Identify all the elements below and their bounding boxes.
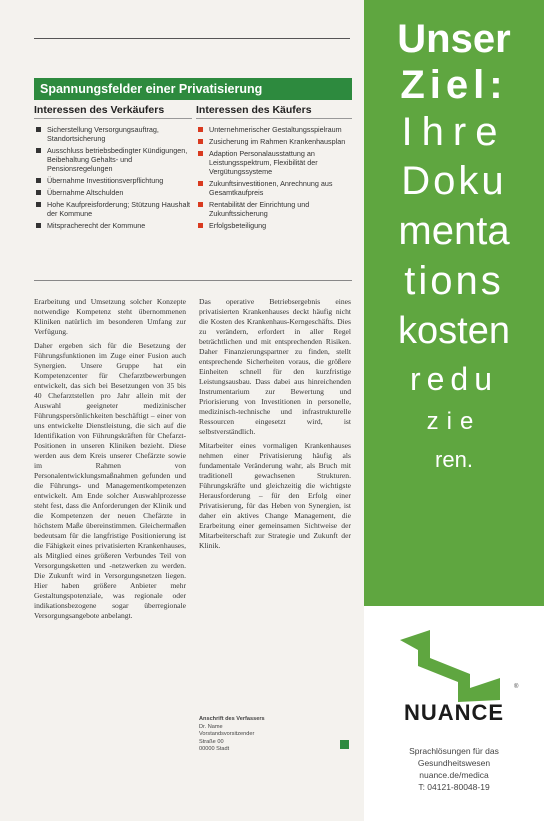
list-item-text: Hohe Kaufpreisforderung; Stützung Haushalt der Kommune: [47, 200, 191, 218]
advert-phone: T: 04121-80048-19: [418, 782, 490, 792]
advert-slogan: [364, 16, 544, 478]
box-title: Spannungsfelder einer Privatisierung: [34, 78, 352, 100]
article-paragraph: Erarbeitung und Umsetzung solcher Konzepte notwendige Kompetenz steht übernommenen Kliniken natürlich im besonderen Umfang zur Verfügung.: [34, 297, 186, 336]
address-line: 00000 Stadt: [199, 746, 230, 752]
list-item: [34, 176, 192, 185]
list-item: [196, 200, 352, 218]
bullet-square-icon: [36, 190, 41, 195]
slogan-line: ren.: [435, 447, 473, 472]
bullet-square-icon: [198, 181, 203, 186]
nuance-logo-icon: [400, 630, 500, 702]
author-address: [199, 716, 309, 754]
buyer-heading: Interessen des Käufers: [196, 104, 352, 119]
slogan-line: Unser: [397, 17, 511, 61]
list-item: [196, 149, 352, 176]
bullet-square-icon: [36, 202, 41, 207]
tension-fields-box: [34, 78, 352, 280]
list-item: [196, 125, 352, 134]
list-item-text: Erfolgsbeteiligung: [209, 221, 267, 230]
brand-name: NUANCE: [403, 700, 505, 725]
bullet-square-icon: [36, 223, 41, 228]
seller-column: [34, 104, 192, 233]
list-item-text: Adaption Personalausstattung an Leistungsspektrum, Flexibilität der Vergütungssysteme: [209, 149, 318, 176]
list-item-text: Sicherstellung Versorgungsauftrag, Standortsicherung: [47, 125, 159, 143]
list-item-text: Mitspracherecht der Kommune: [47, 221, 146, 230]
address-line: Vorstandsvorsitzender: [199, 731, 255, 737]
list-item-text: Übernahme Investitionsverpflichtung: [47, 176, 164, 185]
seller-heading: Interessen des Verkäufers: [34, 104, 192, 119]
article-column-1: [34, 297, 186, 625]
registered-mark: ®: [514, 684, 519, 690]
buyer-column: [196, 104, 352, 233]
slogan-line: Doku: [401, 159, 507, 203]
advert-url: nuance.de/medica: [419, 770, 489, 780]
bullet-square-icon: [198, 202, 203, 207]
seller-list: [34, 125, 192, 230]
slogan-line: Ziel:: [400, 63, 508, 107]
bullet-square-icon: [198, 139, 203, 144]
advert-green-panel: [364, 0, 544, 606]
slogan-line: zie: [426, 408, 482, 435]
list-item: [34, 200, 192, 218]
address-line: Straße 00: [199, 738, 224, 745]
list-item-text: Zusicherung im Rahmen Krankenhausplan: [209, 137, 346, 146]
bullet-square-icon: [36, 148, 41, 153]
article-paragraph: Daher ergeben sich für die Besetzung der Führungsfunktionen im Zuge einer Fusion auch Synergien. Unsere Gruppe hat ein Kompetenzcenter für Chefarztbewerbungen entwickelt, das sich bei Besetzungen von 35 bis 40 Chefarztstellen pro Jahr allein mit der Auswahl geeigneter medizinischer Führungspersönlichkeiten beschäftigt – einer von uns entwickelte Dienstleistung, die sich auf die Identifikation von Führungskräften für Chefarzt-Positionen in unseren Kliniken bezieht. Diese werden aus dem Kreis unserer Chefärzte sowie im Rahmen von Personalentwicklungsmaßnahmen gefunden und die Führungs- und Managementkompetenzen entwickelt. Am Ende solcher Auswahlprozesse steht fest, dass die Anforderungen der Klinik und die Kompetenzen der neuen Chefärzte in höchstem Maße übereinstimmen. Gleichermaßen bedeutsam für die langfristige Positionierung ist die Fähigkeit eines privatisierten Krankenhauses, als Mitglied eines größeren Verbundes Teil von Versorgungsketten und -netzwerken zu werden. Die Zukunft wird in Versorgungsnetzen liegen. Hier haben größere Anbieter mehr Gestaltungspotenziale, was regionale oder indikationsbezogene sogar überregionale Versorgungsangebote anbelangt.: [34, 341, 186, 620]
nuance-advert: [364, 0, 544, 821]
article-column-2: [199, 297, 351, 555]
list-item-text: Rentabilität der Einrichtung und Zukunftssicherung: [209, 200, 310, 218]
bullet-square-icon: [198, 127, 203, 132]
slogan-line: Ihre: [401, 110, 507, 154]
bullet-square-icon: [36, 178, 41, 183]
buyer-list: [196, 125, 352, 230]
slogan-line: tions: [404, 259, 504, 303]
article-paragraph: Mitarbeiter eines vormaligen Krankenhauses nehmen einer Privatisierung häufig als fundamentale Veränderung wahr, als Bruch mit traditionell gewachsenen Strukturen. Führungskräfte und gleichzeitig die wichtigste Herausforderung – für den Erfolg einer Privatisierung, für das Heben von Synergien, ist daher ein aktives Change Management, die Erarbeitung einer gemeinsamen Sichtweise der Mitarbeiterschaft zur Strategie und Zukunft der Klinik.: [199, 441, 351, 550]
advert-tagline: [364, 745, 544, 793]
list-item-text: Unternehmerischer Gestaltungsspielraum: [209, 125, 342, 134]
address-line: Dr. Name: [199, 723, 223, 730]
list-item: [34, 188, 192, 197]
tagline-line: Gesundheitswesen: [417, 758, 491, 768]
list-item: [196, 179, 352, 197]
box-columns: [34, 100, 352, 281]
list-item: [34, 146, 192, 173]
list-item-text: Ausschluss betriebsbedingter Kündigungen, Beibehaltung Gehalts- und Pensionsregelungen: [47, 146, 188, 173]
address-heading: Anschrift des Verfassers: [199, 716, 265, 722]
list-item: [196, 221, 352, 230]
list-item: [196, 137, 352, 146]
list-item: [34, 221, 192, 230]
list-item: [34, 125, 192, 143]
bullet-square-icon: [198, 223, 203, 228]
tagline-line: Sprachlösungen für das: [409, 746, 499, 756]
list-item-text: Zukunftsinvestitionen, Anrechnung aus Gesamtkaufpreis: [209, 179, 333, 197]
article-paragraph: Das operative Betriebsergebnis eines privatisierten Krankenhauses deckt häufig nicht die Kosten des Krankenhaus-Kerngeschäfts. Dies zu verändern, erfordert in aller Regel beträchtlichen und mit entsprechenden Risiken. Daher Finanzierungspartner zu finden, stellt entsprechende Sicherheiten voraus, die größere Einheiten schnell für den kurzfristige Leistungsausbau. Dass dabei aus hinreichenden Instrumentarium zur Bewertung und Priorisierung von Investitionen in personelle, medizinisch-technische und infrastrukturelle Ressourcen eingesetzt wird, ist selbstverständlich.: [199, 297, 351, 436]
bullet-square-icon: [198, 151, 203, 156]
slogan-line: redu: [409, 361, 499, 397]
slogan-line: menta: [398, 209, 510, 253]
end-mark-square: [340, 740, 349, 749]
bullet-square-icon: [36, 127, 41, 132]
top-rule: [34, 38, 350, 39]
list-item-text: Übernahme Altschulden: [47, 188, 124, 197]
slogan-line: kosten: [398, 310, 510, 352]
